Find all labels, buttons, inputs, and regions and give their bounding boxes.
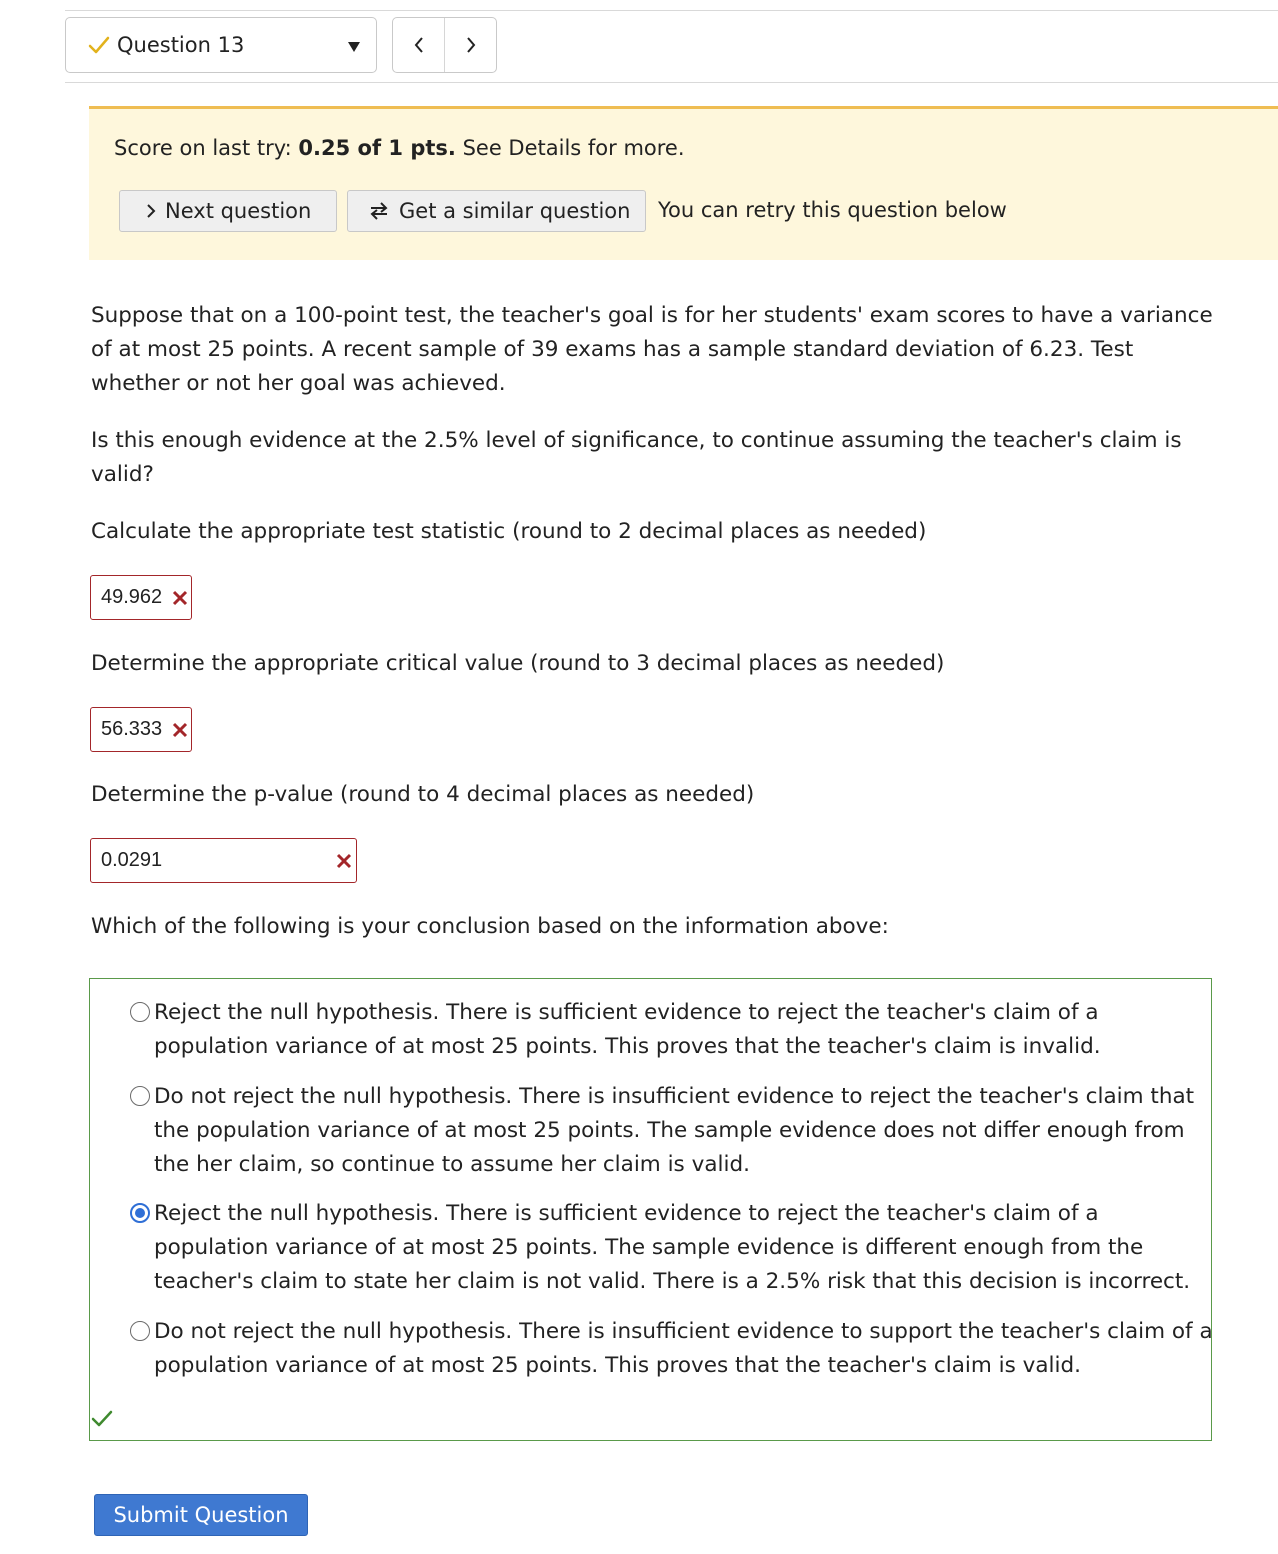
critical-value-input[interactable]: [90, 707, 192, 752]
part2-label: Determine the appropriate critical value (round to 3 decimal places as needed): [91, 651, 945, 676]
choice-4-text[interactable]: Do not reject the null hypothesis. There is insufficient evidence to support the teacher's claim of a population variance of at most 25 points. This proves that the teacher's claim is valid.: [154, 1319, 1213, 1378]
chevron-down-icon: [348, 42, 360, 52]
question-selector-label: Question 13: [117, 33, 245, 57]
critical-value-value: 56.333: [101, 718, 163, 740]
chevron-right-icon: [466, 37, 476, 53]
previous-question-button[interactable]: [393, 18, 444, 72]
score-suffix: See Details for more.: [455, 136, 685, 160]
test-statistic-input[interactable]: [90, 575, 192, 620]
next-question-arrow-button[interactable]: [444, 18, 496, 72]
score-summary: [114, 136, 685, 160]
choice-1-text[interactable]: Reject the null hypothesis. There is sufficient evidence to reject the teacher's claim of a population variance of at most 25 points. This proves that the teacher's claim is invalid.: [154, 1000, 1101, 1059]
part3-label: Determine the p-value (round to 4 decimal places as needed): [91, 782, 755, 807]
choice-3-radio[interactable]: [130, 1203, 150, 1223]
choice-3-text[interactable]: Reject the null hypothesis. There is sufficient evidence to reject the teacher's claim of a population variance of at most 25 points. The sample evidence is different enough from the teacher's claim to state her claim is not valid. There is a 2.5% risk that this decision is incorrect.: [154, 1201, 1191, 1294]
submit-question-button[interactable]: Submit Question: [94, 1494, 308, 1536]
question-pager: [392, 17, 497, 73]
similar-question-button[interactable]: [347, 190, 646, 232]
choice-2-text[interactable]: Do not reject the null hypothesis. There is insufficient evidence to reject the teacher's claim that the population variance of at most 25 points. The sample evidence does not differ enough from the her claim, so continue to assume her claim is valid.: [154, 1084, 1195, 1177]
choice-4-radio[interactable]: [130, 1321, 150, 1341]
incorrect-icon: [172, 590, 188, 606]
p-value-input[interactable]: [90, 838, 357, 883]
score-prefix: Score on last try:: [114, 136, 299, 160]
next-question-button[interactable]: [119, 190, 337, 232]
chevron-left-icon: [414, 37, 424, 53]
choice-1-radio[interactable]: [130, 1002, 150, 1022]
next-question-label: Next question: [165, 199, 312, 223]
score-value: 0.25 of 1 pts.: [298, 136, 456, 160]
retry-note: You can retry this question below: [658, 198, 1007, 222]
part1-label: Calculate the appropriate test statistic (round to 2 decimal places as needed): [91, 519, 927, 544]
similar-question-label: Get a similar question: [399, 199, 631, 223]
p-value-value: 0.0291: [101, 849, 163, 871]
checkmark-icon: [87, 33, 111, 57]
question-intro: Suppose that on a 100-point test, the teacher's goal is for her students' exam scores to have a variance of at most 25 points. A recent sample of 39 exams has a sample standard deviation of 6.23. Test whether or not her goal was achieved.: [91, 303, 1213, 396]
score-banner: [89, 106, 1278, 260]
correct-icon: [91, 1410, 113, 1428]
refresh-icon: [368, 200, 390, 222]
question-selector[interactable]: [65, 17, 377, 73]
choice-2-radio[interactable]: [130, 1086, 150, 1106]
test-statistic-value: 49.962: [101, 586, 163, 608]
nav-divider: [65, 82, 1278, 83]
incorrect-icon: [336, 853, 352, 869]
chevron-right-icon: [146, 203, 156, 219]
top-divider: [65, 10, 1278, 11]
part4-label: Which of the following is your conclusion based on the information above:: [91, 914, 889, 939]
incorrect-icon: [172, 722, 188, 738]
question-prompt: Is this enough evidence at the 2.5% level of significance, to continue assuming the teacher's claim is valid?: [91, 428, 1182, 487]
